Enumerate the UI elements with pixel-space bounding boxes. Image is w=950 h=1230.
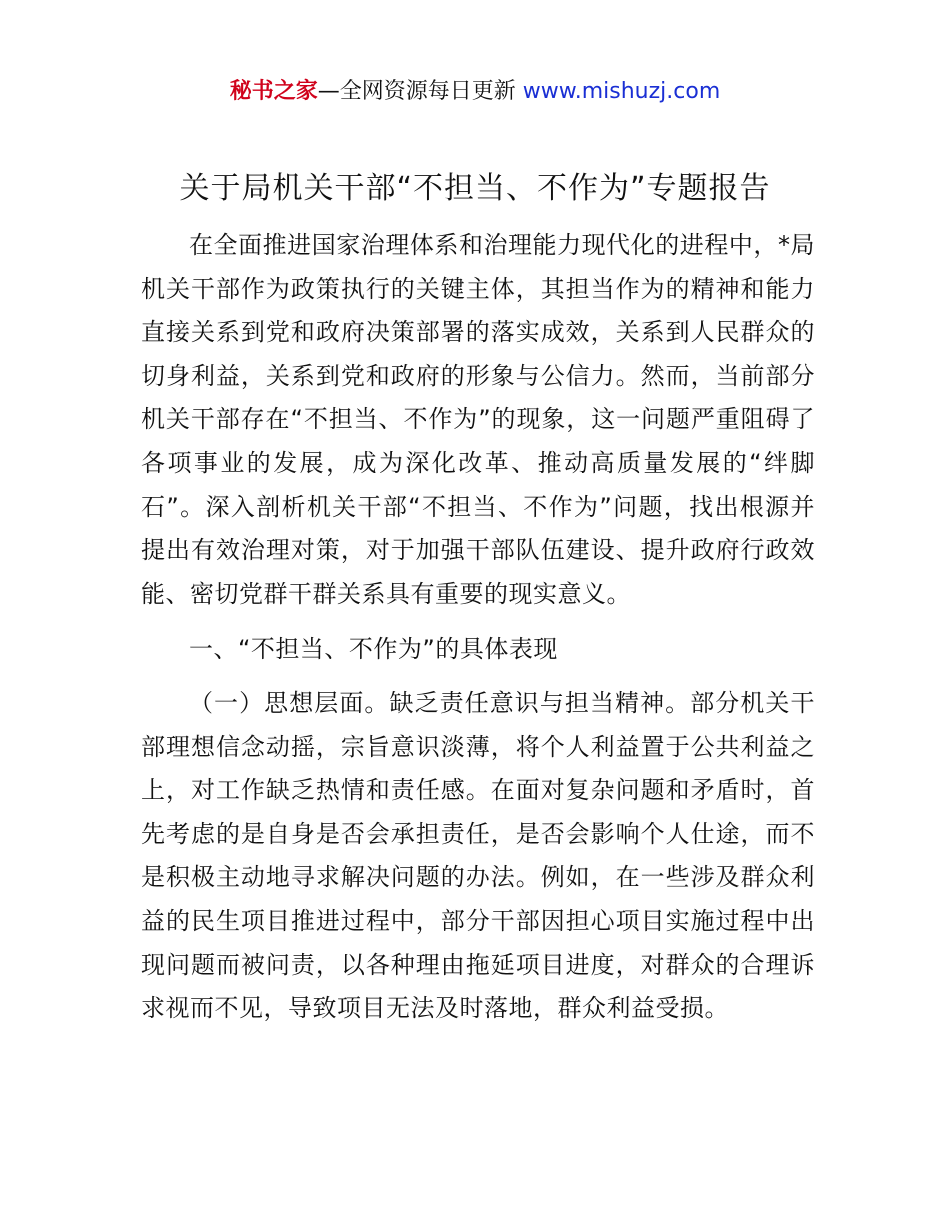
brand-name: 秘书之家 [229,79,318,104]
section-paragraph: （一）思想层面。缺乏责任意识与担当精神。部分机关干部理想信念动摇，宗旨意识淡薄，将个人利益置于公共利益之上，对工作缺乏热情和责任感。在面对复杂问题和矛盾时，首先考虑的是自身是否会承担责任，是否会影响个人仕途，而不是积极主动地寻求解决问题的办法。例如，在一些涉及群众利益的民生项目推进过程中，部分干部因担心项目实施过程中出现问题而被问责，以各种理由拖延项目进度，对群众的合理诉求视而不见，导致项目无法及时落地，群众利益受损。 [141,688,815,1023]
document-title: 关于局机关干部“不担当、不作为”专题报告 [179,171,771,206]
site-url-link[interactable]: www.mishuzj.com [522,79,721,104]
intro-paragraph: 在全面推进国家治理体系和治理能力现代化的进程中，*局机关干部作为政策执行的关键主体，其担当作为的精神和能力直接关系到党和政府决策部署的落实成效，关系到人民群众的切身利益，关系到党和政府的形象与公信力。然而，当前部分机关干部存在“不担当、不作为”的现象，这一问题严重阻碍了各项事业的发展，成为深化改革、推动高质量发展的“绊脚石”。深入剖析机关干部“不担当、不作为”问题，找出根源并提出有效治理对策，对于加强干部队伍建设、提升政府行政效能、密切党群干群关系具有重要的现实意义。 [141,231,815,608]
header-tagline: —全网资源每日更新 [317,79,523,104]
document-body [141,224,815,1031]
site-header [0,76,950,108]
section-heading: 一、“不担当、不作为”的具体表现 [189,635,558,664]
